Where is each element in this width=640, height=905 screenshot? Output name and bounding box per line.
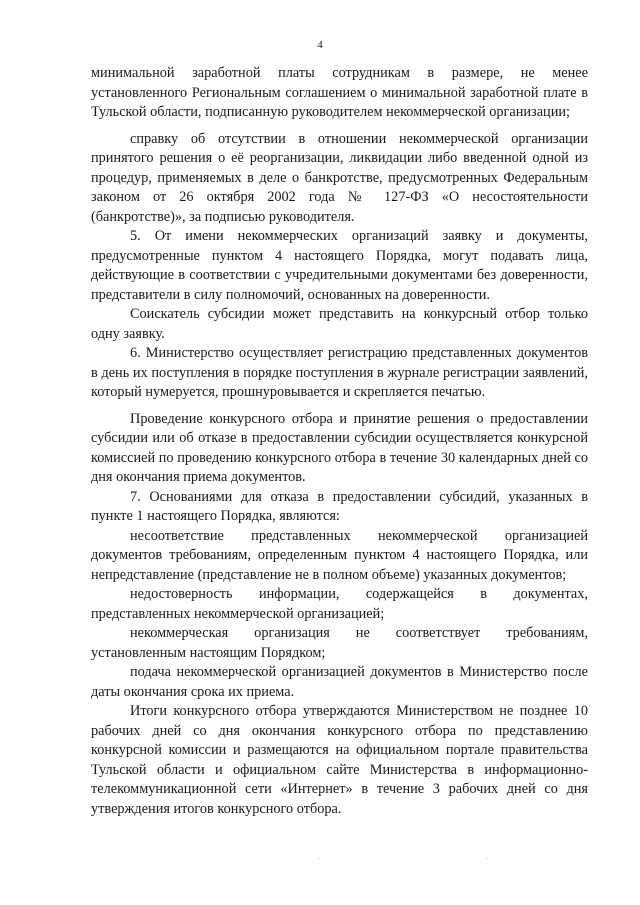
paragraph-refusal-ground-4: подача некоммерческой организацией документов в Министерство после даты окончания срока их приема. [91, 664, 588, 700]
scan-artifact-dot [486, 858, 487, 859]
paragraph-salary-certificate-end: минимальной заработной платы сотрудникам в размере, не менее установленного Региональным соглашением о минимальной заработной плате в Тульской области, подписанную руководителем некоммерческой организации; [91, 65, 588, 120]
paragraph-item-7: 7. Основаниями для отказа в предоставлении субсидий, указанных в пункте 1 настоящего Порядка, являются: [91, 488, 588, 524]
document-body [91, 64, 588, 819]
paragraph-no-reorganization-certificate: справку об отсутствии в отношении некоммерческой организации принятого решения о её реорганизации, ликвидации либо введенной одной из процедур, применяемых в деле о банкротстве, предусмотренных Федеральным законом от 26 октября 2002 года № 127-ФЗ «О несостоятельности (банкротстве)», за подписью руководителя. [91, 130, 588, 225]
paragraph-refusal-ground-2: недостоверность информации, содержащейся в документах, представленных некоммерческой организацией; [91, 586, 588, 622]
scan-artifact-dot [318, 858, 319, 859]
paragraph-selection-procedure: Проведение конкурсного отбора и принятие решения о предоставлении субсидии или об отказе в предоставлении субсидии осуществляется конкурсной комиссией по проведению конкурсного отбора в течение 30 календарных дней со дня окончания приема документов. [91, 410, 588, 485]
page-number: 4 [317, 39, 323, 51]
paragraph-refusal-ground-1: несоответствие представленных некоммерческой организацией документов требованиям, определенным пунктом 4 настоящего Порядка, или непредставление (представление не в полном объеме) указанных документов; [91, 527, 588, 583]
paragraph-results-approval: Итоги конкурсного отбора утверждаются Министерством не позднее 10 рабочих дней со дня окончания конкурсного отбора по представлению конкурсной комиссии и размещаются на официальном портале правительства Тульской области и официальном сайте Министерства в информационно-телекоммуникационной сети «Интернет» в течение 3 рабочих дней со дня утверждения итогов конкурсного отбора. [91, 703, 588, 817]
paragraph-refusal-ground-3: некоммерческая организация не соответствует требованиям, установленным настоящим Порядком; [91, 625, 588, 661]
paragraph-single-application: Соискатель субсидии может представить на конкурсный отбор только одну заявку. [91, 306, 588, 342]
paragraph-item-6: 6. Министерство осуществляет регистрацию представленных документов в день их поступления в порядке поступления в журнале регистрации заявлений, который нумеруется, прошнуровывается и скрепляется печатью. [91, 345, 588, 400]
paragraph-item-5: 5. От имени некоммерческих организаций заявку и документы, предусмотренные пунктом 4 настоящего Порядка, могут подавать лица, действующие в соответствии с учредительными документами без доверенности, представители в силу полномочий, основанных на доверенности. [91, 228, 588, 303]
